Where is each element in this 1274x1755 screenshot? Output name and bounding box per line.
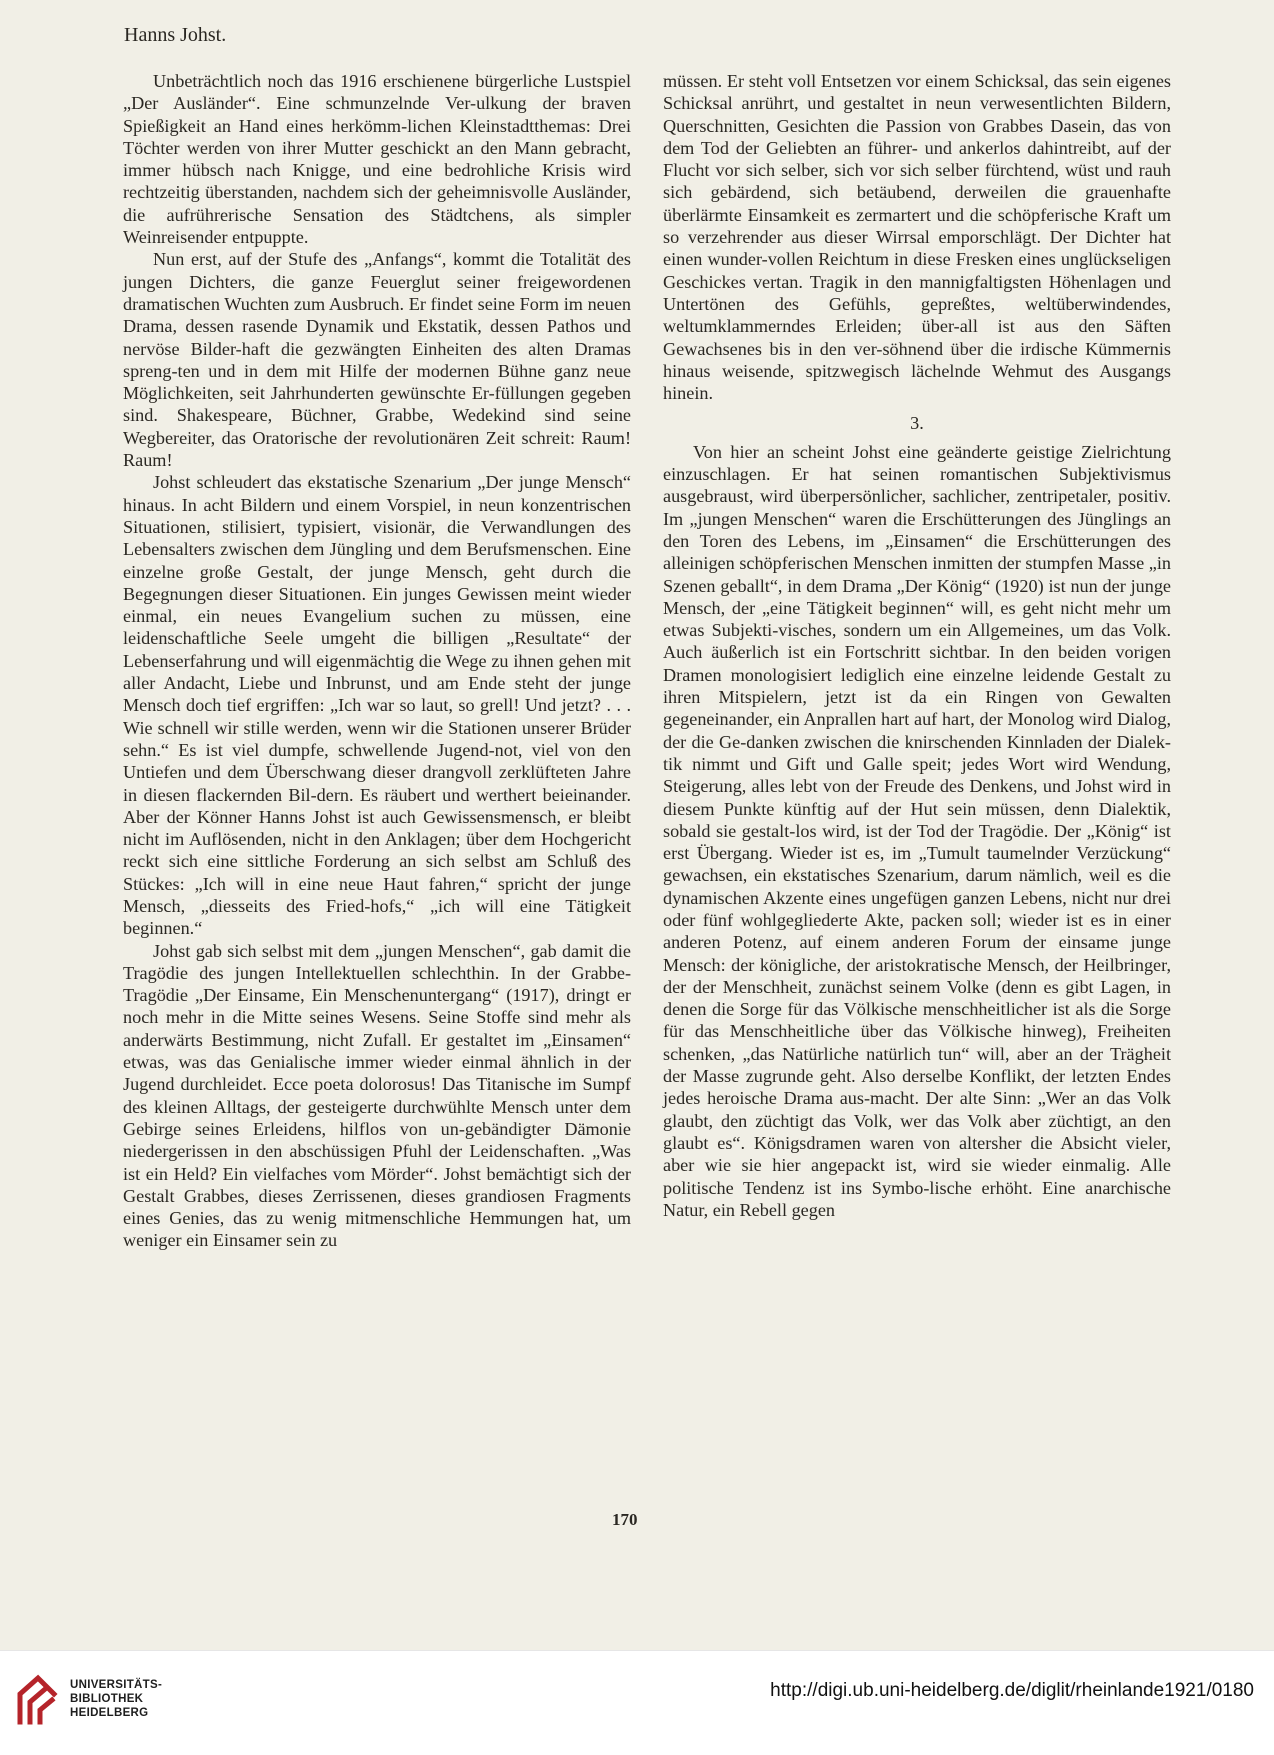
library-name — [70, 1678, 162, 1720]
library-seal-icon — [14, 1672, 60, 1726]
library-name-line: BIBLIOTHEK — [70, 1693, 144, 1705]
library-name-line: HEIDELBERG — [70, 1707, 149, 1719]
section-number: 3. — [910, 413, 924, 434]
library-name-line: UNIVERSITÄTS- — [70, 1679, 163, 1691]
running-head: Hanns Johst. — [124, 24, 227, 46]
source-url-link[interactable]: http://digi.ub.uni-heidelberg.de/diglit/rheinlande1921/0180 — [770, 1680, 1254, 1701]
right-column — [663, 70, 1171, 1221]
footer-divider — [0, 1650, 1274, 1651]
paragraph: Johst gab sich selbst mit dem „jungen Menschen“, gab damit die Tragödie des jungen Intellektuellen schlechthin. In der Grabbe-Tragödie „Der Einsame, Ein Menschenuntergang“ (1917), dringt er noch mehr in die Mitte seines Wesens. Seine Stoffe sind mehr als anderwärts Bestimmung, nicht Zufall. Er gestaltet im „Einsamen“ etwas, was das Genialische immer wieder einmal ähnlich in der Jugend durchleidet. Ecce poeta dolorosus! Das Titanische im Sumpf des kleinen Alltags, der gesteigerte durchwühlte Mensch unter dem Gebirge seines Erleidens, hilflos von un-gebändigter Dämonie niedergerissen in den abschüssigen Pfuhl der Leidenschaften. „Was ist ein Held? Ein vielfaches vom Mörder“. Johst bemächtigt sich der Gestalt Grabbes, dieses Zerrissenen, dieses grandiosen Fragments eines Genies, das zu wenig mitmenschliche Hemmungen hat, um weniger ein Einsamer sein zu — [123, 940, 631, 1251]
paragraph: müssen. Er steht voll Entsetzen vor einem Schicksal, das sein eigenes Schicksal anrührt, und gestaltet in neun verwesentlichten Bildern, Querschnitten, Gesichten die Passion von Grabbes Dasein, das von dem Tod der Geliebten an führer- und ankerlos dahintreibt, auf der Flucht vor sich selber, sich vor sich selber fürchtend, wüst und rauh sich gebärdend, sich betäubend, derweilen die grauenhafte überlärmte Einsamkeit es zermartert und die schöpferische Kraft um so verzehrender aus dieser Wirrsal emporschlägt. Der Dichter hat einen wunder-vollen Reichtum in diese Fresken eines unglückseligen Geschickes vertan. Tragik in den mannigfaltigsten Höhenlagen und Untertönen des Gefühls, gepreßtes, weltüberwindendes, weltumklammerndes Erleiden; über-all ist aus den Säften Gewachsenes bis in den ver-söhnend über die irdische Kümmernis hinaus weisende, spitzwegisch lächelnde Wehmut des Ausgangs hinein. — [663, 71, 1171, 404]
library-logo[interactable] — [14, 1672, 162, 1726]
left-column — [123, 70, 631, 1252]
paragraph: Unbeträchtlich noch das 1916 erschienene bürgerliche Lustspiel „Der Ausländer“. Eine schmunzelnde Ver-ulkung der braven Spießigkeit an Hand eines herkömm-lichen Kleinstadtthemas: Drei Töchter werden von ihrer Mutter geschickt an den Mann gebracht, immer hübsch nach Knigge, und eine bedrohliche Krisis wird rechtzeitig überstanden, nachdem sich der geheimnisvolle Ausländer, die aufrührerische Sensation des Städtchens, als simpler Weinreisender entpuppte. — [123, 71, 631, 248]
paragraph: Von hier an scheint Johst eine geänderte geistige Zielrichtung einzuschlagen. Er hat seinen romantischen Subjektivismus ausgebraust, wird überpersönlicher, sachlicher, zentripetaler, positiv. Im „jungen Menschen“ waren die Erschütterungen des Jünglings an den Toren des Lebens, im „Einsamen“ die Erschütterungen des alleinigen schöpferischen Menschen inmitten der stumpfen Masse „in Szenen geballt“, in dem Drama „Der König“ (1920) ist nun der junge Mensch, der „eine Tätigkeit beginnen“ will, es geht nicht mehr um etwas Subjekti-visches, sondern um ein Allgemeines, um das Volk. Auch äußerlich ist ein Fortschritt sichtbar. In den beiden vorigen Dramen monologisiert lediglich eine einzelne leidende Gestalt zu ihren Mitspielern, jetzt ist da ein Ringen von Gewalten gegeneinander, ein Anprallen hart auf hart, der Monolog wird Dialog, der die Ge-danken zwischen die knirschenden Kinnladen der Dialek-tik nimmt und Gift und Galle speit; jedes Wort wird Wendung, Steigerung, alles lebt von der Freude des Denkens, und Johst wird in diesem Punkte künftig auf der Hut sein müssen, denn Dialektik, sobald sie gestalt-los wird, ist der Tod der Tragödie. Der „König“ ist erst Übergang. Wieder ist es, im „Tumult taumelnder Verzückung“ gewachsen, ein ekstatisches Szenarium, darum nämlich, weil es die dynamischen Akzente eines ungefügen ganzen Lebens, nicht nur drei oder fünf wohlgegliederte Akte, packen soll; wieder ist es in einer anderen Potenz, auf einem anderen Forum der einsame junge Mensch: der königliche, der aristokratische Mensch, der Heilbringer, der der Menschheit, zunächst seinem Volke (denn es gibt Lagen, in denen die Sorge für das Völkische menschheitlicher ist als die Sorge für das Menschheitliche über das Völkische hinweg), Freiheiten schenken, „das Natürliche natürlich tun“ will, aber an der Trägheit der Masse zugrunde geht. Also derselbe Konflikt, der letzten Endes jedes heroische Drama aus-macht. Der alte Sinn: „Wer an das Volk glaubt, den züchtigt das Volk, wer das Volk aber züchtigt, an den glaubt es“. Königsdramen waren von altersher die Absicht vieler, aber wie sie hier angepackt ist, wird sie wieder einmalig. Alle politische Tendenz ist ins Symbo-lische erhöht. Eine anarchische Natur, ein Rebell gegen — [663, 441, 1171, 1220]
paragraph: Johst schleudert das ekstatische Szenarium „Der junge Mensch“ hinaus. In acht Bildern und einem Vorspiel, in neun konzentrischen Situationen, stilisiert, typisiert, visionär, die Verwandlungen des Lebensalters zwischen dem Jüngling und dem Berufsmenschen. Eine einzelne große Gestalt, der junge Mensch, geht durch die Begegnungen dieser Situationen. Ein junges Gewissen meint wieder einmal, ein neues Evangelium suchen zu müssen, eine leidenschaftliche Seele umgeht die billigen „Resultate“ der Lebenserfahrung und will eigenmächtig die Wege zu ihnen gehen mit aller Andacht, Liebe und Inbrunst, und am Ende steht der junge Mensch doch tief ergriffen: „Ich war so laut, so grell! Und jetzt? . . . Wie schnell wir stille werden, wenn wir die Stationen unserer Brüder sehn.“ Es ist viel dumpfe, schwellende Jugend-not, viel von den Untiefen und dem Überschwang dieser drangvoll zerklüfteten Jahre in diesen flackernden Bil-dern. Es räubert und werthert beieinander. Aber der Könner Hanns Johst ist auch Gewissensmensch, er bleibt nicht im Auflösenden, nicht in den Anklagen; über dem Hochgericht reckt sich eine sittliche Forderung an sich selbst am Schluß des Stückes: „Ich will in eine neue Haut fahren,“ spricht der junge Mensch, „diesseits des Fried-hofs,“ „ich will eine Tätigkeit beginnen.“ — [123, 472, 631, 939]
footer-bar — [0, 1650, 1274, 1755]
page-number: 170 — [612, 1510, 638, 1529]
paragraph: Nun erst, auf der Stufe des „Anfangs“, kommt die Totalität des jungen Dichters, die ganze Feuerglut seiner freigewordenen dramatischen Wuchten zum Ausbruch. Er findet seine Form im neuen Drama, dessen rasende Dynamik und Ekstatik, dessen Pathos und nervöse Bilder-haft die gezwängten Einheiten des alten Dramas spreng-ten und in dem mit Hilfe der modernen Bühne ganz neue Möglichkeiten, seit Jahrhunderten gewünschte Er-füllungen gegeben sind. Shakespeare, Büchner, Grabbe, Wedekind sind seine Wegbereiter, das Oratorische der revolutionären Zeit schreit: Raum! Raum! — [123, 249, 631, 471]
